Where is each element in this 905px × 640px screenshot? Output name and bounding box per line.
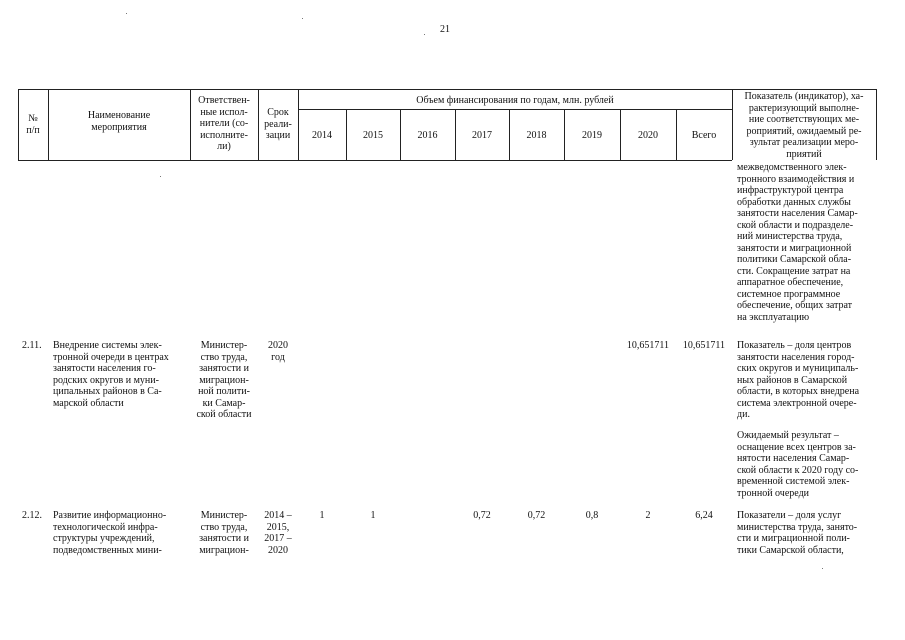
row-2-12-indicator: Показатели – доля услуг министерства труда, занято- сти и миграционной поли- тики Самарской области, <box>737 510 858 556</box>
funding-header-divider <box>298 109 732 110</box>
header-num: № п/п <box>26 113 40 136</box>
scan-speck <box>302 18 303 19</box>
row-2-11-num: 2.11. <box>22 340 42 351</box>
row-2-12-value-2015: 1 <box>370 510 376 521</box>
header-bottom-border <box>18 160 732 161</box>
header-year-2015: 2015 <box>363 130 383 141</box>
header-name: Наименование мероприятия <box>87 110 151 133</box>
row-2-12-num: 2.12. <box>22 510 42 521</box>
row-2-11-responsible: Министер- ство труда, занятости и миграцион- ной полити- ки Самар- ской области <box>196 340 252 420</box>
header-year-2020: 2020 <box>638 130 658 141</box>
row-2-11-term: 2020 год <box>268 340 288 363</box>
row-2-12-term: 2014 – 2015, 2017 – 2020 <box>264 510 292 556</box>
row-2-12-value-2017: 0,72 <box>473 510 491 521</box>
header-year-2014: 2014 <box>312 130 332 141</box>
row-2-11-name: Внедрение системы элек- тронной очереди в центрах занятости населения го- родских округов и муни- ципальных районов в Са- марской области <box>53 340 169 409</box>
scan-speck <box>424 34 425 35</box>
header-responsible: Ответствен- ные испол- нители (со- исполните- ли) <box>198 95 250 152</box>
header-year-2016: 2016 <box>417 130 438 141</box>
row-2-12-value-2018: 0,72 <box>527 510 546 521</box>
row-2-12-value-2020: 2 <box>645 510 651 521</box>
table-top-border <box>18 89 876 90</box>
header-term: Срок реали- зации <box>264 107 292 141</box>
row-2-11-indicator: Показатель – доля центров занятости населения город- ских округов и муниципаль- ных районов в Самарской области, в которых внедрена система электронной очере- ди. <box>737 340 860 420</box>
scan-speck <box>126 13 127 14</box>
header-year-2017: 2017 <box>472 130 492 141</box>
header-indicator: Показатель (индикатор), ха- рактеризующий выполне- ние соответствующих ме- роприятий, ожидаемый ре- зультат реализации меро- приятий <box>744 91 864 160</box>
header-year-2019: 2019 <box>582 130 602 141</box>
indicator-continuation: межведомственного элек- тронного взаимодействия и инфраструктурой центра обработки данных службы занятости населения Самар- ской области и подразделе- ний министерства труда, занятости и миграционной политики Самарской обла- сти. Сокращение затрат на аппаратное обеспечение, системное программное обеспечение, общих затрат на эксплуатацию <box>737 162 858 323</box>
row-2-11-value-total: 10,651711 <box>682 340 726 351</box>
row-2-12-value-total: 6,24 <box>695 510 713 521</box>
row-2-12-name: Развитие информационно- технологической инфра- структуры учреждений, подведомственных мини- <box>53 510 167 556</box>
header-total: Всего <box>691 130 717 141</box>
table-right-border <box>876 89 877 160</box>
header-funding: Объем финансирования по годам, млн. рублей <box>416 95 614 106</box>
page-number: 21 <box>440 24 450 35</box>
row-2-12-responsible: Министер- ство труда, занятости и миграцион- <box>199 510 249 556</box>
row-2-12-value-2014: 1 <box>319 510 325 521</box>
row-2-12-value-2019: 0,8 <box>585 510 599 521</box>
scan-speck <box>160 176 161 177</box>
row-2-11-result: Ожидаемый результат – оснащение всех центров за- нятости населения Самар- ской области к 2020 году со- временной системой элек- тронной очереди <box>737 430 859 499</box>
header-year-2018: 2018 <box>526 130 547 141</box>
row-2-11-value-2020: 10,651711 <box>626 340 670 351</box>
scan-speck <box>822 568 823 569</box>
